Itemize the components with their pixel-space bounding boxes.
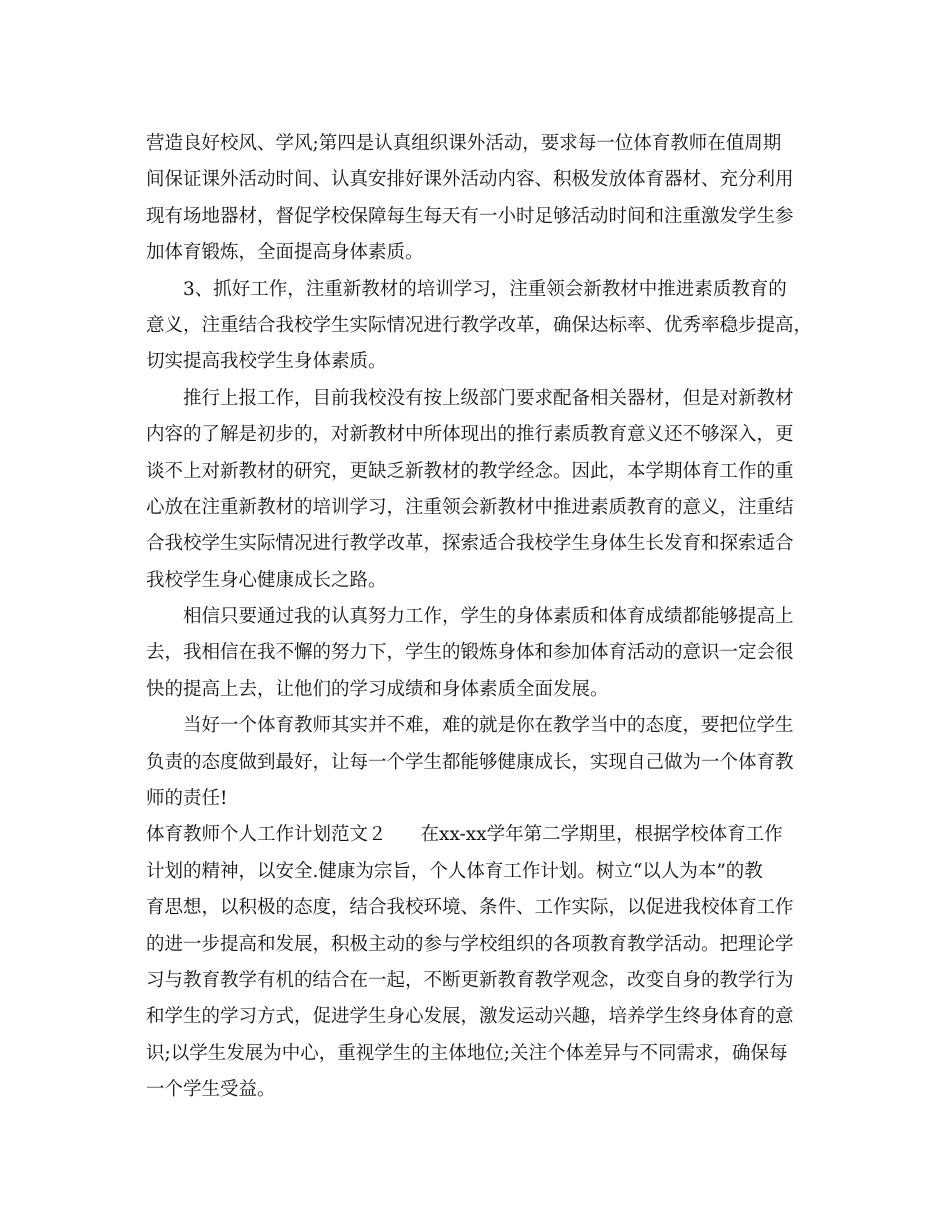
text-line: 相信只要通过我的认真努力工作，学生的身体素质和体育成绩都能够提高上: [183, 606, 794, 628]
text-line: 内容的了解是初步的，对新教材中所体现出的推行素质教育意义还不够深入，更: [146, 424, 794, 446]
text-line: 意义，注重结合我校学生实际情况进行教学改革，确保达标率、优秀率稳步提高，: [146, 314, 813, 336]
text-line: 一个学生受益。: [146, 1079, 276, 1101]
text-line: 谈不上对新教材的研究，更缺乏新教材的教学经念。因此，本学期体育工作的重: [146, 460, 794, 482]
text-line: 计划的精神，以安全.健康为宗旨，个人体育工作计划。树立“以人为本”的教: [146, 860, 763, 882]
text-line: 3、抓好工作，注重新教材的培训学习，注重领会新教材中推进素质教育的: [183, 278, 787, 300]
text-line: 去，我相信在我不懈的努力下，学生的锻炼身体和参加体育活动的意识一定会很: [146, 642, 794, 664]
text-line: 现有场地器材，督促学校保障每生每天有一小时足够活动时间和注重激发学生参: [146, 205, 794, 227]
text-line: 师的责任!: [146, 788, 228, 810]
section-heading-line: [146, 817, 816, 853]
paragraph: [146, 381, 816, 599]
text-line: 营造良好校风、学风;第四是认真组织课外活动，要求每一位体育教师在值周期: [146, 133, 782, 154]
text-line: 育思想，以积极的态度，结合我校环境、条件、工作实际，以促进我校体育工作: [146, 897, 794, 919]
text-line: 识;以学生发展为中心，重视学生的主体地位;关注个体差异与不同需求，确保每: [146, 1042, 788, 1064]
section-title: 体育教师个人工作计划范文２: [146, 824, 387, 846]
text-line: 间保证课外活动时间、认真安排好课外活动内容、积极发放体育器材、充分利用: [146, 169, 794, 191]
text-line: 合我校学生实际情况进行教学改革，探索适合我校学生身体生长发育和探索适合: [146, 533, 794, 555]
text-line: 当好一个体育教师其实并不难，难的就是你在教学当中的态度，要把位学生: [183, 715, 794, 737]
text-line: 的进一步提高和发展，积极主动的参与学校组织的各项教育教学活动。把理论学: [146, 933, 794, 955]
document-body: [146, 126, 816, 1109]
text-line: 加体育锻炼，全面提高身体素质。: [146, 242, 424, 264]
paragraph: [146, 708, 816, 817]
text-line: 推行上报工作，目前我校没有按上级部门要求配备相关器材，但是对新教材: [183, 387, 794, 409]
text-line: 心放在注重新教材的培训学习，注重领会新教材中推进素质教育的意义，注重结: [146, 496, 794, 518]
paragraph: [146, 599, 816, 708]
text-line: 切实提高我校学生身体素质。: [146, 351, 387, 373]
section-paragraph: [146, 817, 816, 1108]
text-line: 习与教育教学有机的结合在一起，不断更新教育教学观念，改变自身的教学行为: [146, 969, 794, 991]
paragraph: [146, 126, 816, 272]
text-line: 和学生的学习方式，促进学生身心发展，激发运动兴趣，培养学生终身体育的意: [146, 1006, 794, 1028]
section-first-line: 在xx-xx学年第二学期里，根据学校体育工作: [420, 824, 783, 846]
paragraph: [146, 272, 816, 381]
text-line: 我校学生身心健康成长之路。: [146, 569, 387, 591]
text-line: 快的提高上去，让他们的学习成绩和身体素质全面发展。: [146, 678, 609, 700]
text-line: 负责的态度做到最好，让每一个学生都能够健康成长，实现自己做为一个体育教: [146, 751, 794, 773]
